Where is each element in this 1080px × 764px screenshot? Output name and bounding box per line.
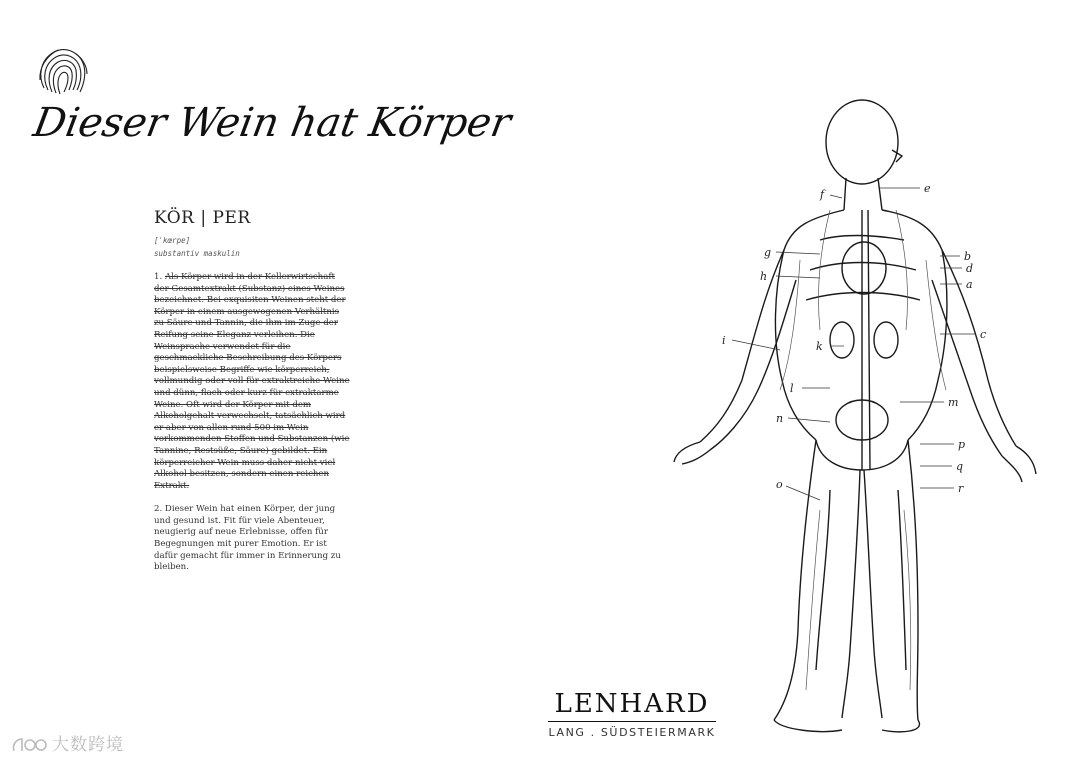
figure-label-c: c bbox=[980, 328, 987, 341]
figure-label-m: m bbox=[948, 396, 959, 409]
definition-1-number: 1. bbox=[154, 272, 163, 282]
brand-name: LENHARD bbox=[554, 689, 710, 719]
brand-logo bbox=[548, 690, 716, 739]
figure-label-l: l bbox=[790, 382, 794, 395]
anatomical-figure bbox=[670, 90, 1050, 750]
figure-label-n: n bbox=[776, 412, 784, 425]
figure-label-e: e bbox=[924, 182, 931, 195]
watermark-text: 大数跨境 bbox=[52, 735, 124, 755]
figure-label-o: o bbox=[776, 478, 783, 491]
figure-label-k: k bbox=[816, 340, 823, 353]
headline: Dieser Wein hat Körper bbox=[30, 100, 515, 146]
figure-label-d: d bbox=[966, 262, 974, 275]
figure-label-a: a bbox=[966, 278, 973, 291]
definition-2: 2. Dieser Wein hat einen Körper, der jung und gesund ist. Fit für viele Abenteuer, neugierig auf neue Erlebnisse, offen für Begegnungen mit purer Emotion. Er ist dafür gemacht für immer in Erinnerung zu bleiben. bbox=[154, 504, 341, 573]
definition-1 bbox=[154, 272, 350, 492]
figure-label-r: r bbox=[958, 482, 964, 495]
anatomy-illustration bbox=[670, 90, 1050, 750]
figure-label-f: f bbox=[820, 188, 825, 201]
brand-subtitle: LANG . SÜDSTEIERMARK bbox=[548, 726, 716, 739]
fingerprint-icon bbox=[30, 40, 92, 102]
watermark-logo-icon bbox=[10, 735, 48, 755]
dictionary-phonetic: [ˈkœrpɐ] bbox=[154, 236, 191, 245]
figure-label-p: p bbox=[958, 438, 966, 451]
figure-label-h: h bbox=[760, 270, 768, 283]
brand-divider bbox=[548, 721, 716, 722]
figure-label-b: b bbox=[964, 250, 972, 263]
dictionary-entry bbox=[154, 208, 350, 586]
definition-1-text: Als Körper wird in der Kellerwirtschaft der Gesamtextrakt (Substanz) eines Weines bezeichnet. Bei exquisiten Weinen steht der Körper in einem ausgewogenen Verhältnis zu Säure und Tannin, die ihm im Zuge der Reifung seine Eleganz verleihen. Die Weinsprache verwendet für die geschmackliche Beschreibung des Körpers beispielsweise Begriffe wie körperreich, vollmundig oder voll für extraktreiche Weine und dünn, flach oder kurz für extraktarme Weine. Oft wird der Körper mit dem Alkoholgehalt verwechselt, tatsächlich wird er aber von allen rund 500 im Wein vorkommenden Stoffen und Substanzen (wie Tannine, Restsüße, Säure) gebildet. Ein körperreicher Wein muss daher nicht viel Alkohol besitzen, sondern einen reichen Extrakt. bbox=[154, 272, 350, 491]
figure-label-q: q bbox=[956, 460, 964, 473]
watermark bbox=[10, 730, 124, 755]
dictionary-title: KÖR | PER bbox=[154, 208, 251, 228]
dictionary-part-of-speech: substantiv maskulin bbox=[154, 249, 240, 258]
figure-label-i: i bbox=[722, 334, 726, 347]
figure-label-g: g bbox=[764, 246, 772, 259]
